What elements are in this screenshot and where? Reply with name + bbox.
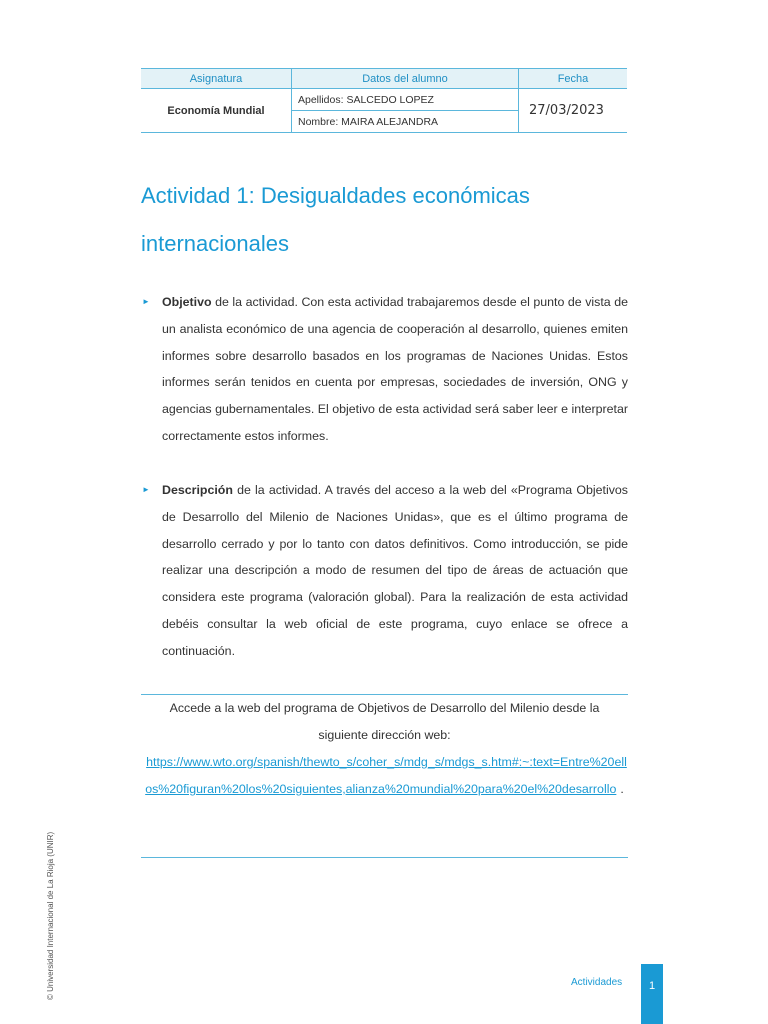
header-table [141,68,627,133]
link-suffix: . [620,782,624,796]
name-cell: Nombre: MAIRA ALEJANDRA [292,111,519,133]
objective-lead: Objetivo [162,295,212,309]
table-row [141,89,627,111]
bullet-triangle-icon: ► [142,485,150,494]
col-subject-header: Asignatura [141,69,292,89]
link-intro: Accede a la web del programa de Objetivos de Desarrollo del Milenio desde la siguiente dirección web: [169,701,600,742]
copyright-side-text: © Universidad Internacional de La Rioja (UNIR) [46,831,55,1000]
surname-cell: Apellidos: SALCEDO LOPEZ [292,89,519,111]
page-number: 1 [641,964,663,1024]
description-paragraph [142,477,628,665]
link-line [141,749,628,803]
link-box [141,694,628,858]
date-cell: 27/03/2023 [519,89,628,133]
header-row [141,69,627,89]
description-lead: Descripción [162,483,233,497]
footer-label: Actividades [571,977,623,988]
objective-paragraph [142,289,628,450]
page-title: Actividad 1: Desigualdades económicas internacionales [141,183,530,256]
mdg-link[interactable]: https://www.wto.org/spanish/thewto_s/coher_s/mdg_s/mdgs_s.htm#:~:text=Entre%20ellos%20figuran%20los%20siguientes,alianza%20mundial%20para%20el%20desarrollo [145,755,627,796]
subject-cell: Economía Mundial [141,89,292,133]
bullet-triangle-icon: ► [142,297,150,306]
objective-body: de la actividad. Con esta actividad trabajaremos desde el punto de vista de un analista económico de una agencia de cooperación al desarrollo, quienes emiten informes sobre desarrollo basados en los programas de Naciones Unidas. Estos informes serán tenidos en cuenta por empresas, sociedades de inversión, ONG y agencias gubernamentales. El objetivo de esta actividad será saber leer e interpretar correctamente estos informes. [162,295,628,443]
description-body: de la actividad. A través del acceso a la web del «Programa Objetivos de Desarrollo del Milenio de Naciones Unidas», que es el último programa de desarrollo cerrado y por lo tanto con datos definitivos. Como introducción, se pide realizar una descripción a modo de resumen del tipo de áreas de actuación que considera este programa (valoración global). Para la realización de esta actividad debéis consultar la web oficial de este programa, cuyo enlace se ofrece a continuación. [162,483,628,658]
col-student-header: Datos del alumno [292,69,519,89]
col-date-header: Fecha [519,69,628,89]
